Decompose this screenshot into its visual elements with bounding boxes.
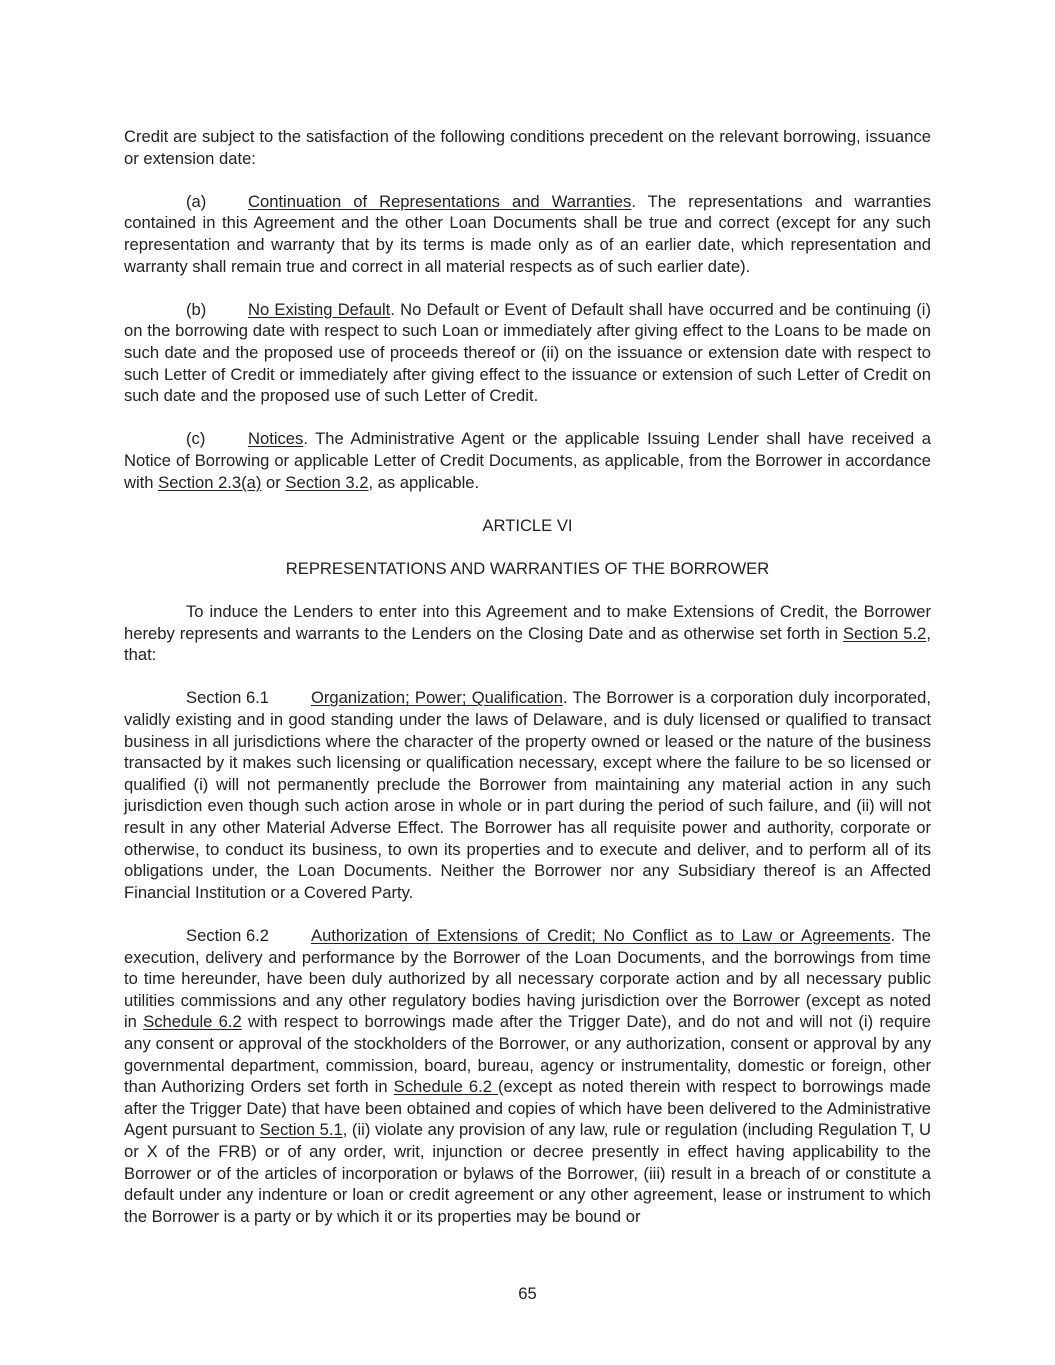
document-body	[124, 126, 931, 1227]
clause-c	[124, 428, 931, 493]
article-title: REPRESENTATIONS AND WARRANTIES OF THE BORROWER	[285, 558, 770, 578]
section-5-2-ref: Section 5.2	[842, 623, 927, 643]
section-3-2-ref: Section 3.2	[285, 472, 369, 492]
section-6-1	[124, 687, 931, 903]
clause-a-heading: Continuation of Representations and Warranties	[248, 191, 632, 211]
induce-paragraph	[124, 601, 931, 666]
induce-body: To induce the Lenders to enter into this Agreement and to make Extensions of Credit, the Borrower hereby represents and warrants to the Lenders on the Closing Date and as otherwise set forth in	[124, 602, 931, 643]
clause-b-label: (b)	[186, 299, 207, 319]
section-6-2-body: with respect to borrowings made after the Trigger Date), and do not and will not (i) require any consent or approval of the stockholders of the Borrower, or any authorization, consent or approval by any governmental department, commission, board, bureau, agency or instrumentality, domestic or foreign, other than Authorizing Orders set forth in	[124, 1012, 932, 1097]
clause-b-body: . No Default or Event of Default shall have occurred and be continuing (i) on the borrowing date with respect to such Loan or immediately after giving effect to the Loans to be made on such date and the proposed use of proceeds thereof or (ii) on the issuance or extension date with respect to such Letter of Credit or immediately after giving effect to the issuance or extension of such Letter of Credit on such date and the proposed use of such Letter of Credit.	[124, 299, 931, 406]
clause-b-heading: No Existing Default	[248, 299, 391, 319]
section-6-2-heading: Authorization of Extensions of Credit; No Conflict as to Law or Agreements	[311, 925, 891, 945]
clause-a-label: (a)	[186, 191, 207, 211]
schedule-6-2-ref: Schedule 6.2	[143, 1012, 242, 1032]
schedule-6-2-ref: Schedule 6.2	[393, 1077, 498, 1097]
page-number: 65	[518, 1284, 537, 1303]
section-6-2-body: (except as noted therein with respect to borrowings made after the Trigger Date) that have been obtained and copies of which have been delivered to the Administrative Agent pursuant to	[124, 1077, 931, 1140]
clause-a-body: . The representations and warranties contained in this Agreement and the other Loan Documents shall be true and correct (except for any such representation and warranty that by its terms is made only as of an earlier date, which representation and warranty shall remain true and correct in all material respects as of such earlier date).	[124, 191, 931, 276]
intro-paragraph: Credit are subject to the satisfaction of the following conditions precedent on the relevant borrowing, issuance or extension date:	[124, 127, 931, 168]
section-6-2-label: Section 6.2	[186, 925, 270, 945]
clause-c-heading: Notices	[248, 429, 304, 449]
clause-c-body: or	[261, 472, 286, 492]
section-5-1-ref: Section 5.1	[259, 1120, 343, 1140]
clause-c-body: . The Administrative Agent or the applicable Issuing Lender shall have received a Notice of Borrowing or applicable Letter of Credit Documents, as applicable, from the Borrower in accordance with	[124, 429, 931, 492]
section-6-1-heading: Organization; Power; Qualification	[311, 688, 564, 708]
section-6-1-body: . The Borrower is a corporation duly incorporated, validly existing and in good standing under the laws of Delaware, and is duly licensed or qualified to transact business in all jurisdictions where the character of the property owned or leased or the nature of the business transacted by it makes such licensing or qualification necessary, except where the failure to be so licensed or qualified (i) will not permanently preclude the Borrower from maintaining any material action in any such jurisdiction even though such action arose in whole or in part during the period of such failure, and (ii) will not result in any other Material Adverse Effect. The Borrower has all requisite power and authority, corporate or otherwise, to conduct its business, to own its properties and to execute and deliver, and to perform all of its obligations under, the Loan Documents. Neither the Borrower nor any Subsidiary thereof is an Affected Financial Institution or a Covered Party.	[124, 688, 931, 902]
induce-body: , that:	[124, 623, 931, 665]
section-6-2-body: . The execution, delivery and performance by the Borrower of the Loan Documents, and the borrowings from time to time hereunder, have been duly authorized by all necessary corporate action and by all necessary public utilities commissions and any other regulatory bodies having jurisdiction over the Borrower (except as noted in	[124, 925, 931, 1032]
section-6-1-label: Section 6.1	[186, 688, 270, 708]
article-number: ARTICLE VI	[482, 515, 573, 535]
clause-c-body: , as applicable.	[368, 472, 480, 492]
section-6-2	[124, 925, 931, 1227]
section-6-2-body: , (ii) violate any provision of any law, rule or regulation (including Regulation T, U or X of the FRB) or of any order, writ, injunction or decree presently in effect having applicability to the Borrower or of the articles of incorporation or bylaws of the Borrower, (iii) result in a breach of or constitute a default under any indenture or loan or credit agreement or any other agreement, lease or instrument to which the Borrower is a party or by which it or its properties may be bound or	[124, 1120, 932, 1226]
clause-a	[124, 191, 931, 277]
section-2-3a-ref: Section 2.3(a)	[158, 472, 262, 492]
clause-b	[124, 299, 931, 407]
clause-c-label: (c)	[186, 429, 206, 449]
